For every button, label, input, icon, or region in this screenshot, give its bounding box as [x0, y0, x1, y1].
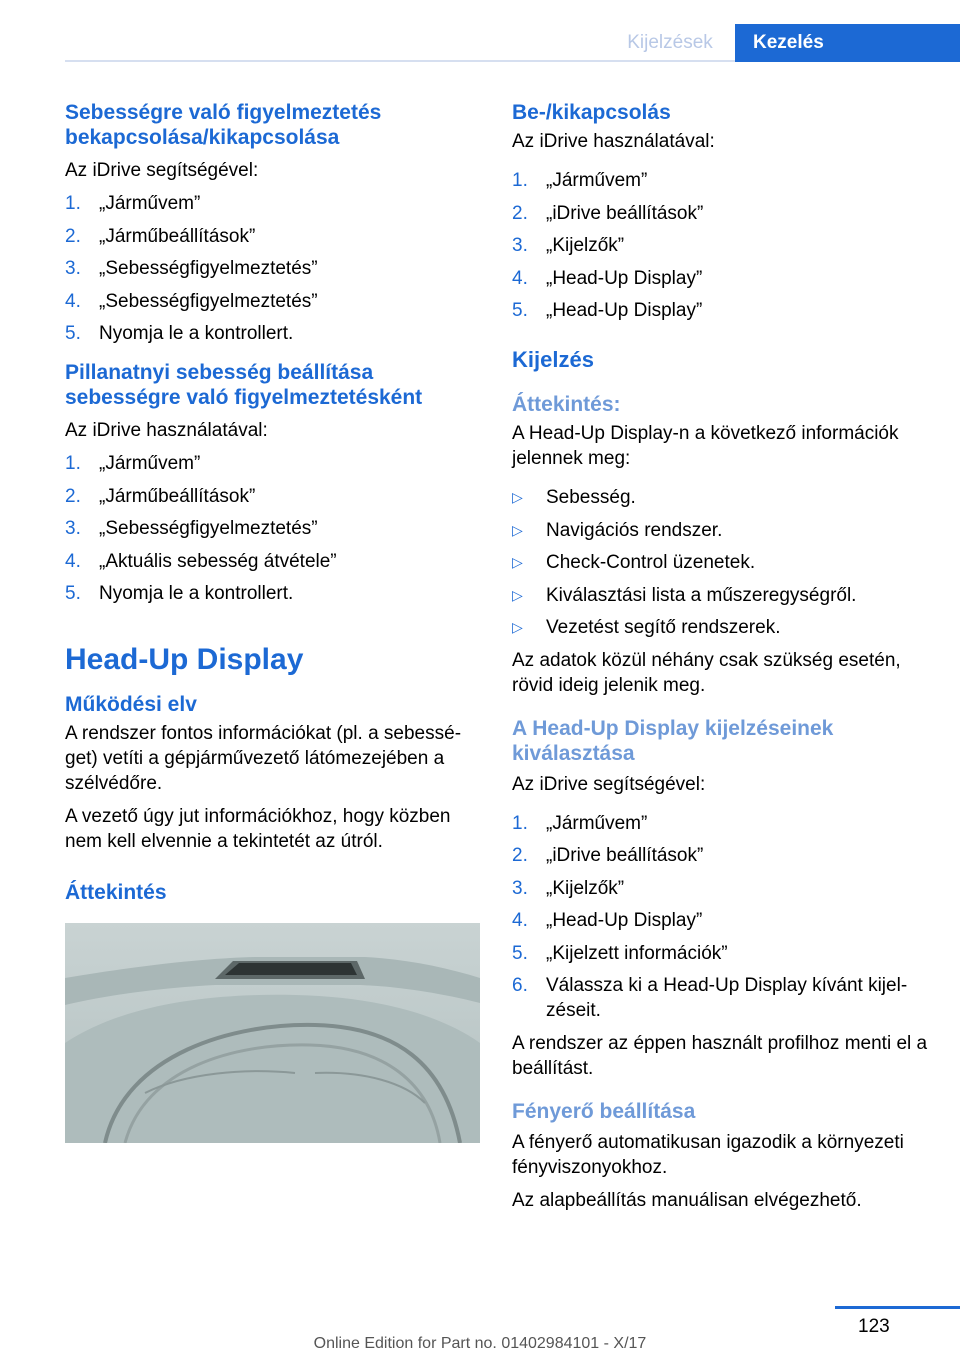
list-item: [65, 581, 480, 606]
left-column: [65, 100, 480, 1148]
triangle-bullet-icon: ▷: [512, 586, 523, 603]
step-text: „Járművem”: [546, 812, 648, 834]
list-item: [512, 811, 932, 836]
step-text: „iDrive beállítások”: [546, 202, 704, 224]
steps-list-4: [512, 811, 932, 1024]
intro-text: Az iDrive segítségével:: [65, 160, 259, 181]
dashboard-hud-illustration: [65, 923, 480, 1143]
step-text: „Járművem”: [99, 453, 201, 474]
list-item: [65, 256, 480, 281]
step-number: 1.: [512, 170, 528, 191]
step-text: „Járművem”: [546, 170, 648, 191]
step-number: 4.: [512, 267, 528, 289]
step-number: 2.: [65, 485, 81, 507]
steps-list-1: [65, 191, 480, 346]
paragraph: Az adatok közül néhány csak szükség esetén, rövid ideig jelenik meg.: [512, 649, 901, 696]
heading-display: Kijelzés: [512, 347, 594, 372]
step-number: 3.: [512, 877, 528, 899]
right-column: [512, 100, 932, 1221]
paragraph: A vezető úgy jut információkhoz, hogy közben nem kell elvennie a tekintetét az útról.: [65, 806, 451, 852]
list-item: [512, 583, 932, 608]
list-item: [512, 168, 932, 193]
heading-principle: Működési elv: [65, 693, 197, 716]
intro-text: Az iDrive használatával:: [65, 420, 268, 441]
step-text: Nyomja le a kontrollert.: [99, 323, 294, 344]
heading-speed-warning-toggle: Sebességre való figyelmeztetés bekapcsolása/kikapcsolása: [65, 101, 382, 149]
heading-on-off: Be-/kikapcsolás: [512, 101, 671, 124]
heading-select-displays: A Head-Up Display kijelzéseinek kiválasztása: [512, 716, 834, 765]
triangle-bullet-icon: ▷: [512, 489, 523, 505]
paragraph: A Head-Up Display-n a következő információk jelennek meg:: [512, 423, 899, 469]
step-text: „Járműbeállítások”: [99, 225, 256, 247]
list-item: [512, 973, 932, 1023]
bullet-text: Vezetést segítő rendszerek.: [546, 617, 781, 638]
triangle-bullet-icon: ▷: [512, 521, 523, 538]
step-text: „Aktuális sebesség átvétele”: [99, 550, 337, 572]
step-text: „Kijelzett információk”: [546, 942, 728, 964]
list-item: [512, 201, 932, 226]
step-number: 4.: [65, 550, 81, 572]
list-item: [512, 518, 932, 543]
page-number: 123: [858, 1316, 890, 1337]
tab-kezeles[interactable]: Kezelés: [735, 24, 960, 62]
step-text: „Kijelzők”: [546, 877, 625, 899]
list-item: [65, 289, 480, 314]
step-number: 5.: [65, 323, 81, 344]
step-number: 2.: [65, 225, 81, 247]
page-number-rule: [835, 1306, 960, 1309]
step-text: „Head-Up Display”: [546, 267, 703, 289]
heading-current-speed: Pillanatnyi sebesség beállítása sebességre való figyelmeztetésként: [65, 361, 423, 409]
step-text: „Kijelzők”: [546, 235, 625, 256]
footer-edition: Online Edition for Part no. 01402984101 - X/17: [313, 1335, 647, 1352]
bullet-text: Kiválasztási lista a műszeregységről.: [546, 584, 857, 606]
list-item: [65, 191, 480, 216]
step-number: 1.: [512, 812, 528, 834]
step-number: 5.: [65, 583, 81, 604]
step-number: 3.: [65, 258, 81, 279]
step-number: 2.: [512, 202, 528, 224]
step-text: „Head-Up Display”: [546, 300, 703, 321]
list-item: [65, 321, 480, 346]
step-text: Nyomja le a kontrollert.: [99, 583, 294, 604]
list-item: [512, 550, 932, 575]
step-number: 4.: [512, 910, 528, 931]
list-item: [512, 298, 932, 323]
step-number: 3.: [512, 235, 528, 256]
step-number: 5.: [512, 300, 528, 321]
list-item: [512, 843, 932, 868]
list-item: [65, 484, 480, 509]
triangle-bullet-icon: ▷: [512, 554, 523, 570]
step-text: „Sebességfigyelmeztetés”: [99, 290, 318, 312]
step-text: „iDrive beállítások”: [546, 845, 704, 866]
list-item: [65, 224, 480, 249]
paragraph: Az alapbeállítás manuálisan elvégezhető.: [512, 1189, 862, 1211]
bullet-text: Check-Control üzenetek.: [546, 552, 756, 573]
heading-overview: Áttekintés: [65, 881, 167, 904]
step-text: „Sebességfigyelmeztetés”: [99, 258, 318, 279]
list-item: [512, 876, 932, 901]
step-number: 5.: [512, 942, 528, 964]
step-text: „Sebességfigyelmeztetés”: [99, 518, 318, 539]
heading-overview-colon: Áttekintés:: [512, 393, 621, 416]
intro-text: Az iDrive segítségével:: [512, 773, 706, 795]
step-number: 3.: [65, 518, 81, 539]
step-text: „Head-Up Display”: [546, 910, 703, 931]
list-item: [512, 908, 932, 933]
steps-list-2: [65, 451, 480, 606]
steps-list-3: [512, 168, 932, 323]
paragraph: A rendszer az éppen használt profilhoz menti el a beállítást.: [512, 1032, 928, 1079]
list-item: [512, 941, 932, 966]
step-number: 4.: [65, 290, 81, 312]
bullet-text: Sebesség.: [546, 487, 636, 508]
list-item: [65, 549, 480, 574]
step-text: „Járműbeállítások”: [99, 485, 256, 507]
step-number: 6.: [512, 975, 528, 996]
step-number: 1.: [65, 193, 81, 214]
list-item: [512, 233, 932, 258]
list-item: [512, 266, 932, 291]
list-item: [512, 615, 932, 640]
intro-text: Az iDrive használatával:: [512, 131, 715, 152]
paragraph: A rendszer fontos információkat (pl. a sebességet) vetíti a gépjárművezető látómezejében a szélvédőre.: [65, 723, 462, 794]
triangle-bullet-icon: ▷: [512, 619, 523, 635]
step-number: 1.: [65, 453, 81, 474]
tab-kijelzesek[interactable]: Kijelzések: [627, 32, 713, 53]
section-title-hud: Head-Up Display: [65, 643, 304, 676]
paragraph: A fényerő automatikusan igazodik a környezeti fényviszonyokhoz.: [512, 1131, 904, 1178]
step-text: Válassza ki a Head-Up Display kívánt kijelzéseit.: [546, 975, 908, 1021]
list-item: [65, 516, 480, 541]
info-bullet-list: [512, 485, 932, 640]
list-item: [512, 485, 932, 510]
step-number: 2.: [512, 845, 528, 866]
list-item: [65, 451, 480, 476]
heading-brightness: Fényerő beállítása: [512, 1099, 696, 1123]
bullet-text: Navigációs rendszer.: [546, 519, 723, 541]
step-text: „Járművem”: [99, 193, 201, 214]
